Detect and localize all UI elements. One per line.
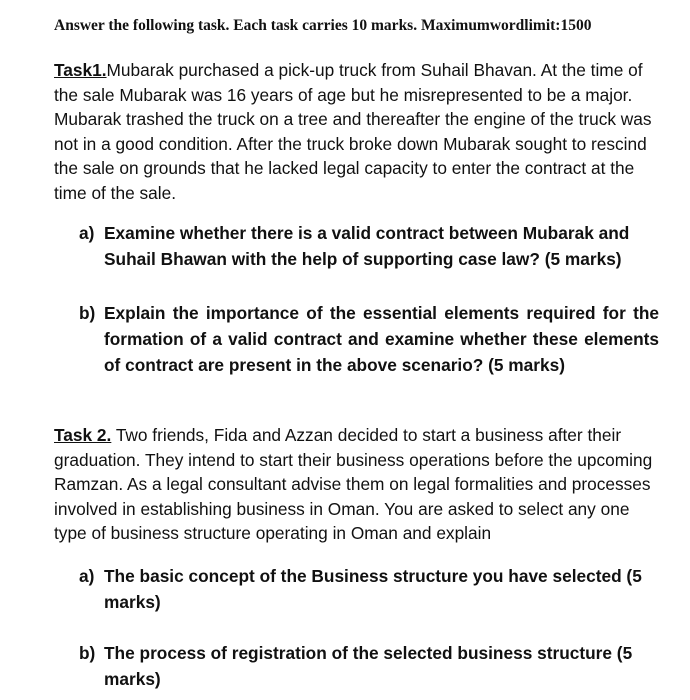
- question-text: Examine whether there is a valid contract between Mubarak and Suhail Bhawan with the help of supporting case law? (5 marks): [104, 223, 630, 269]
- question-letter: b): [79, 303, 96, 323]
- task1-paragraph: [54, 58, 654, 205]
- task2-text: Two friends, Fida and Azzan decided to start a business after their graduation. They intend to start their business operations before the upcoming Ramzan. As a legal consultant advise them on legal formalities and processes involved in establishing business in Oman. You are asked to select any one type of business structure operating in Oman and explain: [54, 425, 653, 543]
- task2-paragraph: [54, 423, 654, 546]
- question-text: The process of registration of the selected business structure (5 marks): [104, 643, 633, 689]
- task1-label: Task1.: [54, 60, 107, 80]
- question-letter: a): [79, 223, 95, 243]
- question-text: Explain the importance of the essential elements required for the formation of a valid contract and examine whether these elements of contract are present in the above scenario? (5 marks): [104, 303, 659, 375]
- task1-question-a: [79, 220, 659, 272]
- question-text: The basic concept of the Business structure you have selected (5 marks): [104, 566, 642, 612]
- question-letter: a): [79, 566, 95, 586]
- task2-question-a: [79, 563, 659, 615]
- task1-text: Mubarak purchased a pick-up truck from Suhail Bhavan. At the time of the sale Mubarak was 16 years of age but he misrepresented to be a major. Mubarak trashed the truck on a tree and thereafter the engine of the truck was not in a good condition. After the truck broke down Mubarak sought to rescind the sale on grounds that he lacked legal capacity to enter the contract at the time of the sale.: [54, 60, 652, 203]
- instructions-header: Answer the following task. Each task carries 10 marks. Maximumwordlimit:1500: [54, 17, 592, 34]
- task2-label: Task 2.: [54, 425, 112, 445]
- question-letter: b): [79, 643, 96, 663]
- task2-question-b: [79, 640, 659, 692]
- task1-question-b: [79, 300, 659, 378]
